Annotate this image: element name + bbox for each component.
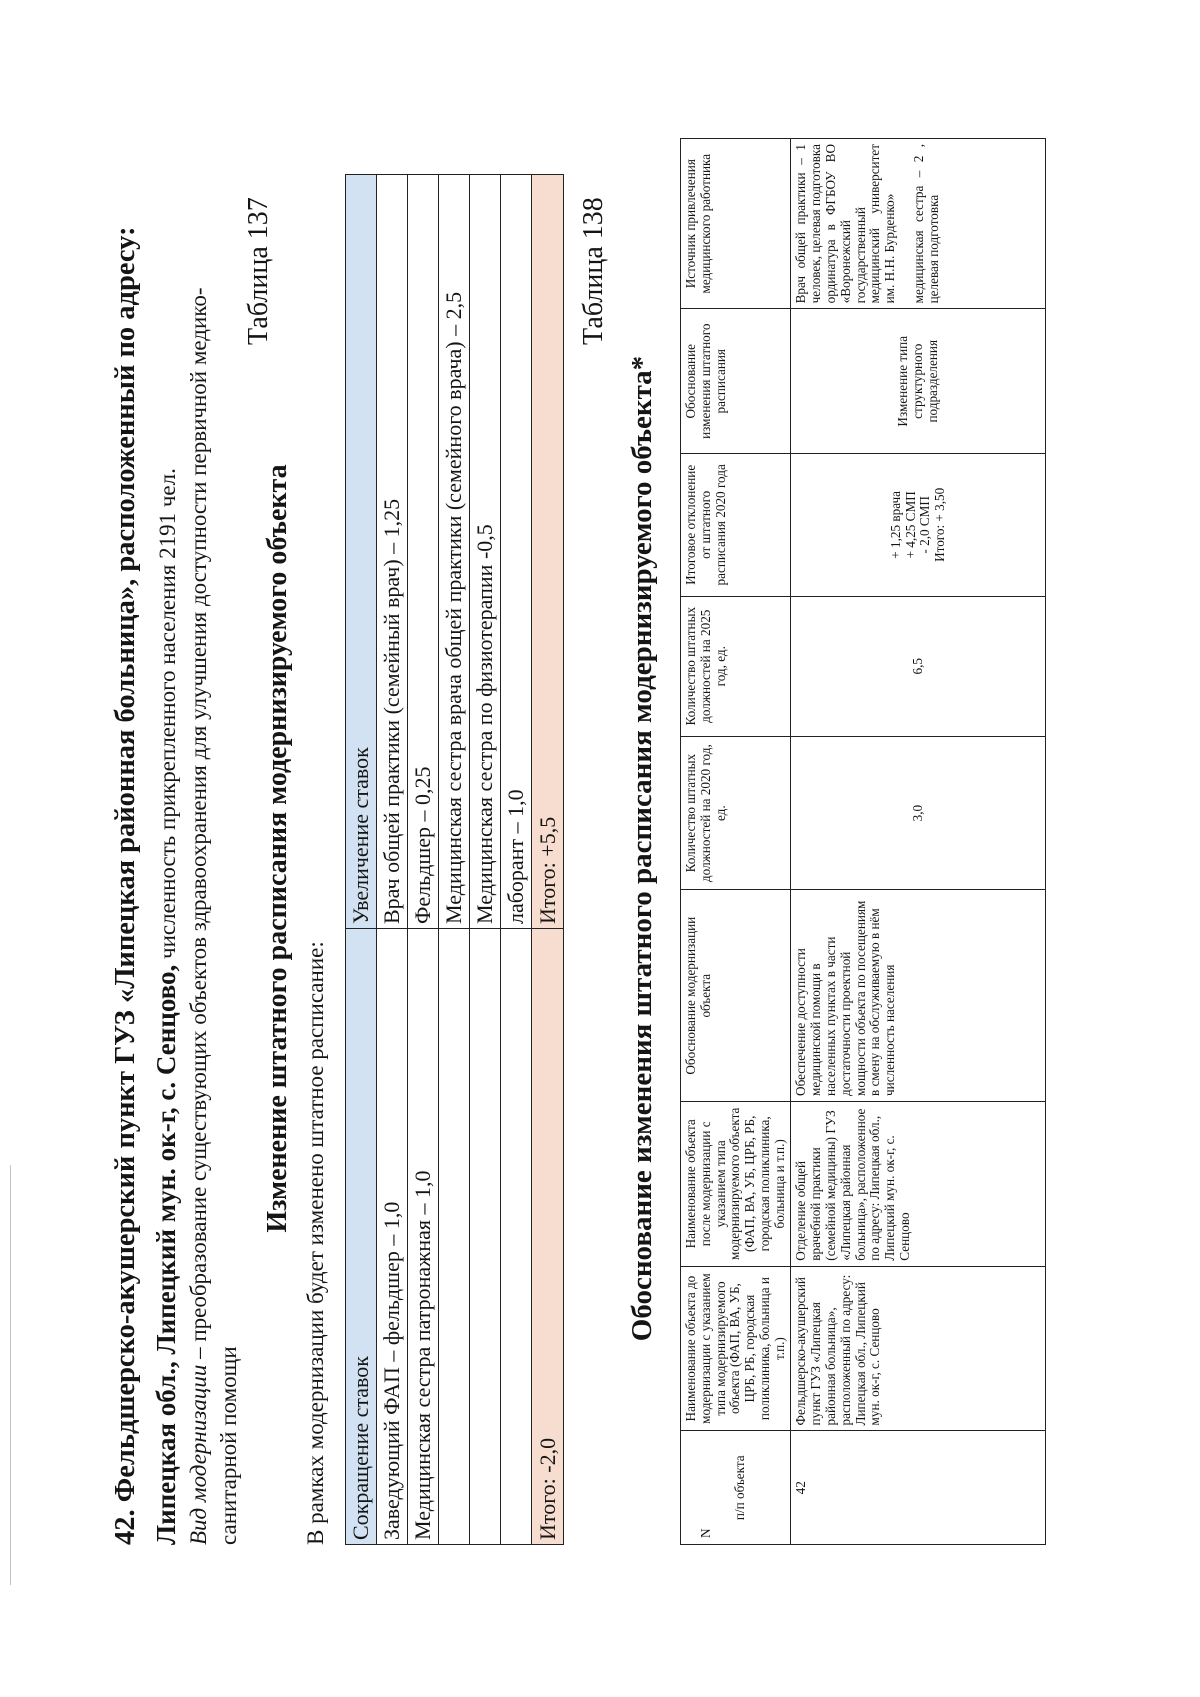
row-count-2020: 3,0 [791, 736, 1046, 890]
deviation-total: Итого: + 3,50 [932, 487, 948, 562]
table-137-number: Таблица 137 [243, 197, 274, 345]
heading-line-2 [151, 468, 182, 1545]
row-number: 42 [791, 1431, 1046, 1545]
justification-table [680, 138, 1046, 1545]
table-cell: лаборант – 1,0 [501, 175, 532, 929]
table-cell: Врач общей практики (семейный врач) – 1,25 [377, 175, 408, 929]
row-after: Отделение общей врачебной практики (семейной медицины) ГУЗ «Липецкая районная больница», расположенное по адресу: Липецкая обл., Липецкий мун. ок-г, с. Сенцово [791, 1101, 1046, 1266]
deviation-doctor: + 1,25 врача [887, 490, 903, 559]
table-row [470, 175, 501, 1545]
heading-line-4: санитарной помощи [216, 1346, 241, 1545]
staffing-change-table [345, 174, 564, 1545]
table-row [377, 175, 408, 1545]
deviation-nurse-add: + 4,25 СМП [902, 491, 918, 559]
table-137-title: Изменение штатного расписания модернизируемого объекта [262, 464, 293, 1233]
table-row [346, 175, 377, 1545]
total-increase: Итого: +5,5 [532, 175, 564, 929]
header-deviation: Итоговое отклонение от штатного расписания 2020 года [681, 454, 791, 596]
header-count-2025: Количество штатных должностей на 2025 год, ед. [681, 596, 791, 736]
table-137-intro: В рамках модернизации будет изменено штатное расписание: [303, 941, 328, 1545]
table-cell: Медицинская сестра по физиотерапии -0,5 [470, 175, 501, 929]
table-138-title: Обоснование изменения штатного расписания модернизируемого объекта* [626, 355, 658, 1342]
header-before: Наименование объекта до модернизации с указанием типа модернизируемого объекта (ФАП, ВА, УБ, ЦРБ, РБ, городская поликлиника, больница и т.п.) [681, 1266, 791, 1431]
table-cell: Медицинская сестра врача общей практики (семейного врача) – 2,5 [439, 175, 470, 929]
source-doctor: Врач общей практики – 1 человек, целевая подготовка ординатура в ФГБОУ ВО «Воронежский государственный медицинский университет им. Н.Н. Бурденко» [793, 144, 898, 304]
scan-edge-line [10, 1165, 11, 1585]
header-change-reason: Обоснование изменения штатного расписания [681, 309, 791, 454]
table-138-number: Таблица 138 [578, 197, 609, 345]
table-cell: Заведующий ФАП – фельдшер – 1,0 [377, 929, 408, 1545]
modernization-type-text: – преобразование существующих объектов здравоохранения для улучшения доступности первичной медико- [186, 287, 211, 1365]
table-row [408, 175, 439, 1545]
table-cell [439, 929, 470, 1545]
total-decrease: Итого: -2,0 [532, 929, 564, 1545]
header-n-subtitle: п/п объекта [732, 1455, 747, 1521]
table-row [439, 175, 470, 1545]
col-header-increase: Увеличение ставок [346, 175, 377, 929]
row-before: Фельдшерско-акушерский пункт ГУЗ «Липецкая районная больница», расположенный по адресу: Липецкая обл., Липецкий мун. ок-г, с. Сенцово [791, 1266, 1046, 1431]
heading-line-3 [186, 288, 212, 1545]
header-source: Источник привлечения медицинского работника [681, 139, 791, 309]
header-n-mark: N [698, 1528, 713, 1538]
table-header-row [681, 139, 791, 1545]
table-cell: Фельдшер – 0,25 [408, 175, 439, 929]
header-count-2020: Количество штатных должностей на 2020 год, ед. [681, 736, 791, 890]
table-row [791, 139, 1046, 1545]
row-justification: Обеспечение доступности медицинской помощи в населенных пунктах в части достаточности проектной мощности объекта по посещениям в смену на обслуживаемую в нём численность населения [791, 890, 1046, 1102]
row-count-2025: 6,5 [791, 596, 1046, 736]
heading-population: численность прикрепленного населения 2191 чел. [155, 468, 180, 965]
header-justification: Обоснование модернизации объекта [681, 890, 791, 1102]
heading-line-1: 42. Фельдшерско-акушерский пункт ГУЗ «Липецкая районная больница», расположенный по адресу: [110, 226, 141, 1545]
source-nurse: медицинская сестра – 2 , целевая подготовка [910, 144, 941, 304]
table-cell [470, 929, 501, 1545]
heading-address: Липецкая обл., Липецкий мун. ок-г, с. Сенцово, [151, 964, 181, 1545]
row-source [791, 139, 1046, 309]
table-row-total [532, 175, 564, 1545]
table-row [501, 175, 532, 1545]
col-header-decrease: Сокращение ставок [346, 929, 377, 1545]
row-deviation [791, 454, 1046, 596]
row-change-reason: Изменение типа структурного подразделения [791, 309, 1046, 454]
modernization-type-label: Вид модернизации [186, 1364, 211, 1545]
header-n [681, 1431, 791, 1545]
table-cell: Медицинская сестра патронажная – 1,0 [408, 929, 439, 1545]
header-after: Наименование объекта после модернизации с указанием типа модернизируемого объекта (ФАП, ВА, УБ, ЦРБ, РБ, городская поликлиника, больница и т.п.) [681, 1101, 791, 1266]
table-cell [501, 929, 532, 1545]
deviation-nurse-sub: - 2,0 СМП [917, 496, 933, 554]
